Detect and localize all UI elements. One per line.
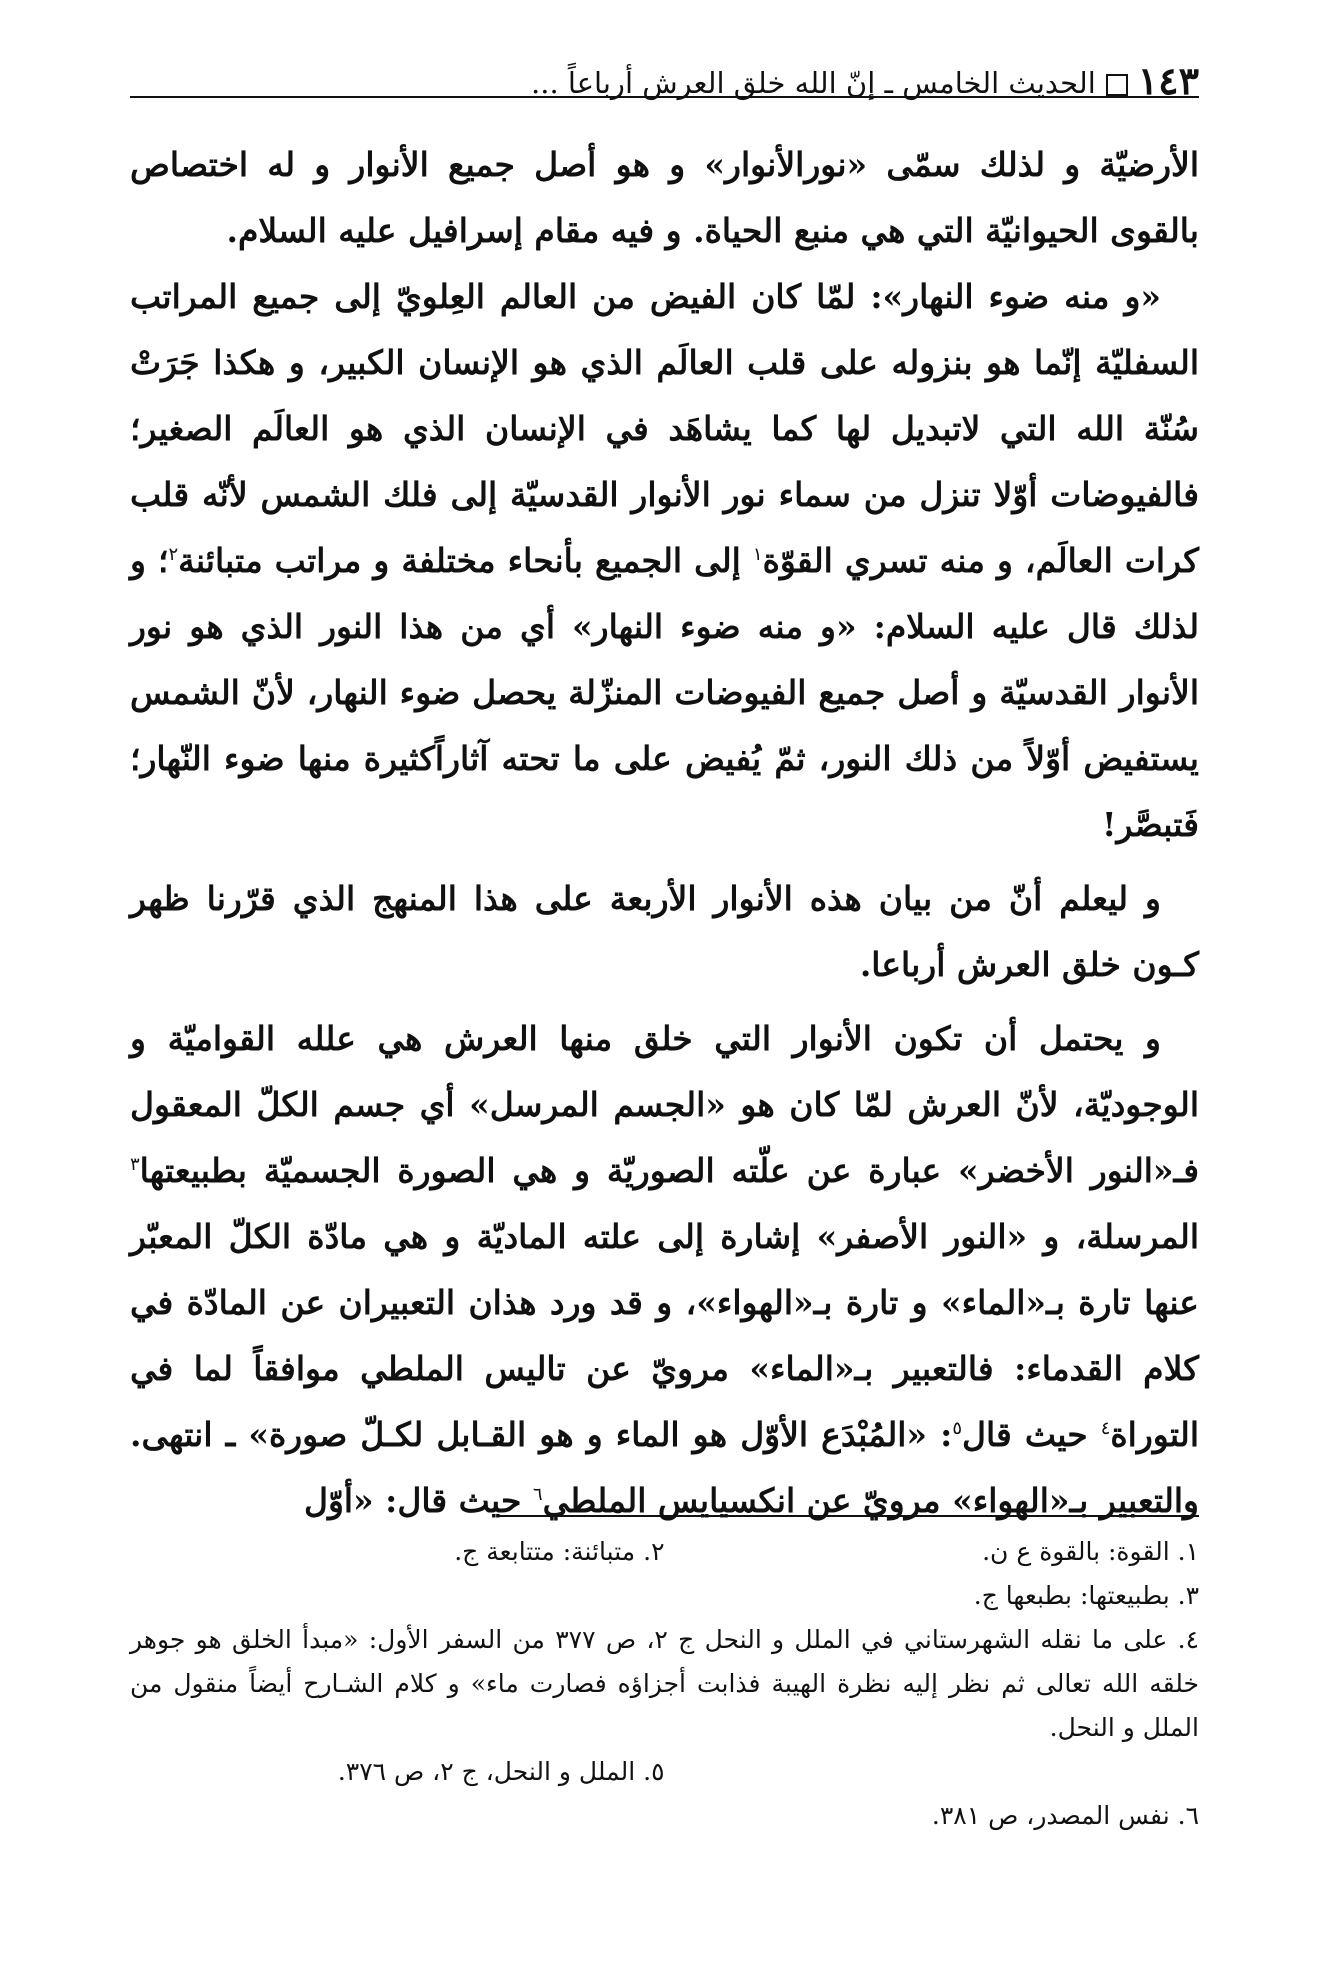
paragraph-3: و ليعلم أنّ من بيان هذه الأنوار الأربعة على هذا المنهج الذي قرّرنا ظهر كـون خلق العرش أرباعا. (130, 879, 1199, 984)
footnote-ref-1: ١ (752, 544, 763, 565)
paragraph-4-part-b: المرسلة، و «النور الأصفر» إشارة إلى علته الماديّة و هي مادّة الكلّ المعبّر عنها تارة بـ«الماء» و تارة بـ«الهواء»، و قد ورد هذان التعبيران عن المادّة في كلام القدماء: فالتعبير بـ«الماء» مرويّ عن تاليس الملطي موافقاً لما في التوراة (130, 1217, 1199, 1454)
footnote-row (130, 1750, 1199, 1794)
paragraph-4-part-d: : «المُبْدَع الأوّل هو الماء و هو القـابل لكـلّ صورة» ـ انتهى. والتعبير بـ«الهواء» مرويّ عن انكسيايس الملطي (130, 1415, 1199, 1520)
footnote-2: ٢. متبائنة: متتابعة ج. (454, 1537, 665, 1566)
paragraph-4-part-c: حيث قال (961, 1415, 1101, 1454)
running-header (130, 40, 1199, 103)
footnote-5: ٥. الملل و النحل، ج ٢، ص ٣٧٦. (337, 1757, 665, 1786)
footnote-ref-5: ٥ (952, 1418, 962, 1439)
main-text (130, 132, 1199, 1534)
footnote-6: ٦. نفس المصدر، ص ٣٨١. (931, 1801, 1199, 1830)
footnote-rule (499, 1515, 1199, 1517)
footnote-ref-4: ٤ (1100, 1418, 1111, 1439)
footnotes (130, 1530, 1199, 1838)
square-ornament-icon (1106, 74, 1128, 96)
paragraph-4 (130, 1006, 1199, 1534)
footnote-4: ٤. على ما نقله الشهرستاني في الملل و النحل ج ٢، ص ٣٧٧ من السفر الأول: «مبدأ الخلق هو جوهر خلقه الله تعالى ثم نظر إليه نظرة الهيبة فذابت أجزاؤه فصارت ماء» و كلام الشـارح أيضاً منقول من الملل و النحل. (130, 1625, 1200, 1742)
footnote-row (130, 1530, 1199, 1574)
footnote-ref-2: ٢ (168, 544, 179, 565)
header-rule (130, 96, 1199, 98)
paragraph-1: الأرضيّة و لذلك سمّى «نورالأنوار» و هو أصل جميع الأنوار و له اختصاص بالقوى الحيوانيّة التي هي منبع الحياة. و فيه مقام إسرافيل عليه السلام. (130, 145, 1199, 250)
footnote-ref-3: ٣ (130, 1154, 140, 1175)
footnote-1: ١. القوة: بالقوة ع ن. (982, 1537, 1199, 1566)
footnote-ref-6: ٦ (532, 1484, 543, 1505)
running-header-title: الحديث الخامس ـ إنّ الله خلق العرش أرباعاً ... (531, 66, 1096, 100)
paragraph-2-part-b: إلى الجميع بأنحاء مختلفة و مراتب متبائنة (178, 541, 753, 580)
paragraph-4-part-e: حيث قال: «أوّل (303, 1481, 533, 1520)
paragraph-2-part-a: «و منه ضوء النهار»: لمّا كان الفيض من العالم العِلويّ إلى جميع المراتب السفليّة إنّما هو بنزوله على قلب العالَم الذي هو الإنسان الكبير، و هكذا جَرَتْ سُنّة الله التي لاتبديل لها كما يشاهَد في الإنسان الذي هو العالَم الصغير؛ فالفيوضات أوّلا تنزل من سماء نور الأنوار القدسيّة إلى فلك الشمس لأنّه قلب كرات العالَم، و منه تسري القوّة (130, 277, 1199, 580)
paragraph-2-part-c: ؛ و لذلك قال عليه السلام: «و منه ضوء النهار» أي من هذا النور الذي هو نور الأنوار القدسيّة و أصل جميع الفيوضات المنزّلة يحصل ضوء النهار، لأنّ الشمس يستفيض أوّلاً من ذلك النور، ثمّ يُفيض على ما تحته آثاراًكثيرة منها ضوء النّهار؛ فَتبصَّر! (130, 541, 1199, 844)
page-number: ١٤٣ (1137, 58, 1199, 103)
footnote-3: ٣. بطبيعتها: بطبعها ج. (973, 1581, 1199, 1610)
paragraph-4-part-a: و يحتمل أن تكون الأنوار التي خلق منها العرش هي علله القواميّة و الوجوديّة، لأنّ العرش لمّا كان هو «الجسم المرسل» أي جسم الكلّ المعقول فـ«النور الأخضر» عبارة عن علّته الصوريّة و هي الصورة الجسميّة بطبيعتها (130, 1019, 1199, 1190)
paragraph-2 (130, 264, 1199, 858)
